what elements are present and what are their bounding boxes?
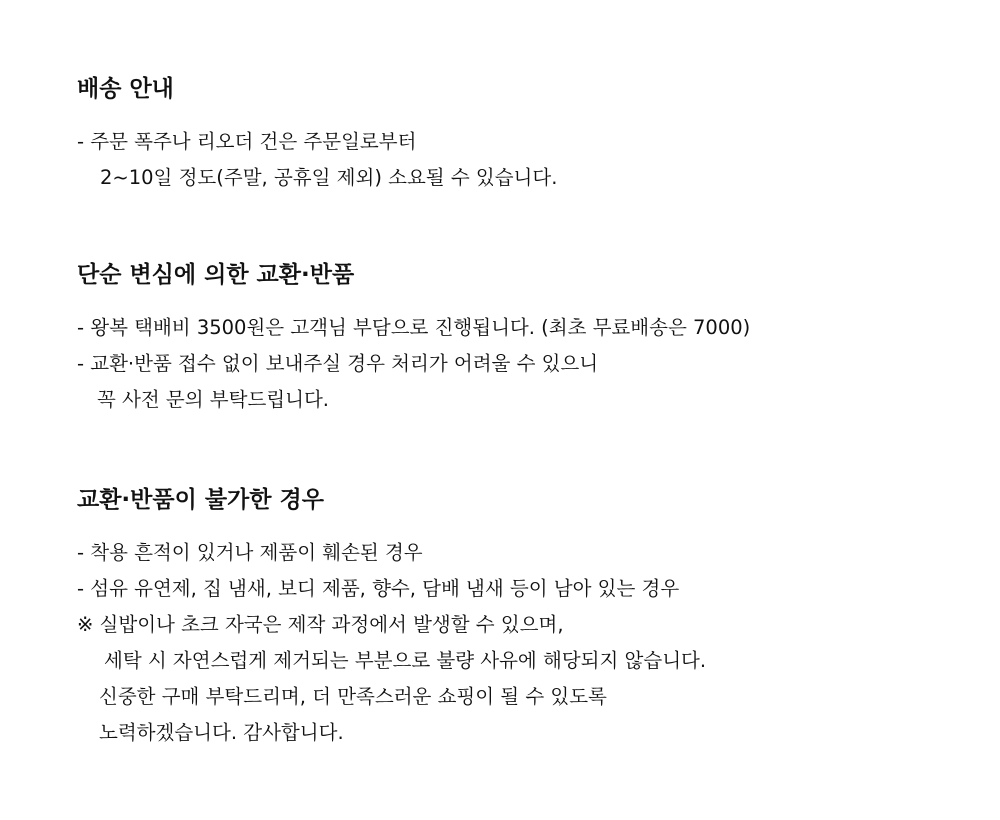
text-line: 세탁 시 자연스럽게 제거되는 부분으로 불량 사유에 해당되지 않습니다. bbox=[104, 649, 707, 672]
text-line: 꼭 사전 문의 부탁드립니다. bbox=[97, 388, 330, 411]
section-body bbox=[77, 310, 977, 418]
text-line: 노력하겠습니다. 감사합니다. bbox=[99, 721, 344, 744]
text-line: - 교환·반품 접수 없이 보내주실 경우 처리가 어려울 수 있으니 bbox=[77, 352, 599, 375]
text-line: 신중한 구매 부탁드리며, 더 만족스러운 쇼핑이 될 수 있도록 bbox=[99, 685, 607, 708]
text-line: 2~10일 정도(주말, 공휴일 제외) 소요될 수 있습니다. bbox=[100, 166, 558, 189]
section-body bbox=[77, 535, 977, 751]
text-line: - 섬유 유연제, 집 냄새, 보디 제품, 향수, 담배 냄새 등이 남아 있는 경우 bbox=[77, 577, 680, 600]
text-line: - 주문 폭주나 리오더 건은 주문일로부터 bbox=[77, 130, 417, 153]
text-line: - 왕복 택배비 3500원은 고객님 부담으로 진행됩니다. (최초 무료배송은 7000) bbox=[77, 316, 751, 339]
text-line: - 착용 흔적이 있거나 제품이 훼손된 경우 bbox=[77, 541, 423, 564]
shipping-info-section bbox=[77, 74, 977, 196]
notice-line: ※ 실밥이나 초크 자국은 제작 과정에서 발생할 수 있으며, bbox=[77, 613, 564, 636]
section-body bbox=[77, 124, 977, 196]
simple-change-of-mind-section bbox=[77, 260, 977, 418]
non-returnable-section bbox=[77, 485, 977, 751]
section-heading-shipping: 배송 안내 bbox=[77, 76, 174, 102]
section-heading-change-of-mind: 단순 변심에 의한 교환·반품 bbox=[77, 262, 355, 288]
section-heading-non-returnable: 교환·반품이 불가한 경우 bbox=[77, 487, 324, 513]
